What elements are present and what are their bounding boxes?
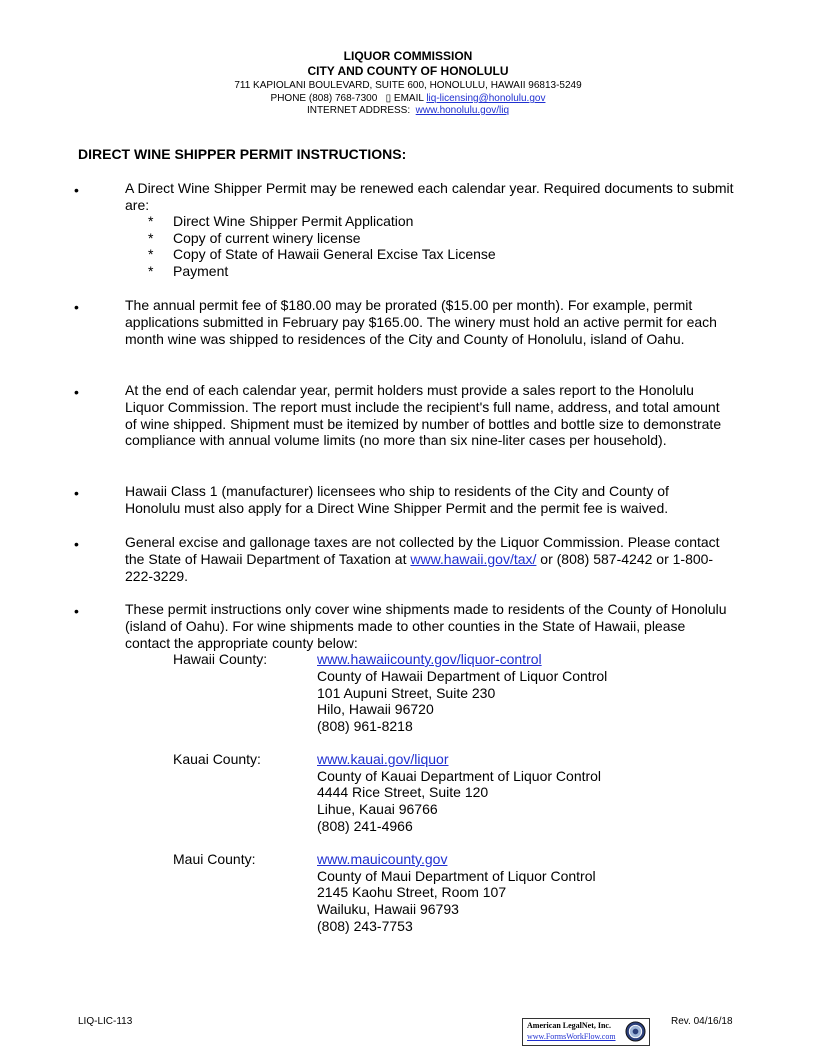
mail-icon: ▯ [385, 93, 392, 104]
website-link[interactable]: www.honolulu.gov/liq [415, 105, 510, 116]
county-city: Lihue, Kauai 96766 [317, 801, 438, 817]
bullet-class1: Hawaii Class 1 (manufacturer) licensees who ship to residents of the City and County of Honolulu must also apply for a Direct Wine Shipper Permit and the permit fee is waived. [125, 483, 669, 516]
bullet-sales-report: At the end of each calendar year, permit holders must provide a sales report to the Honolulu Liquor Commission. The report must include the recipient's full name, address, and total amount of wine shipped. Shipment must be itemized by number of bottles and bottle size to demonstrate compliance with annual volume limits (no more than six nine-liter cases per household). [125, 382, 722, 449]
county-link-hawaii[interactable]: www.hawaiicounty.gov/liquor-control [317, 651, 542, 667]
email-label: EMAIL [393, 93, 424, 104]
county-phone: (808) 243-7753 [317, 918, 413, 934]
county-link-maui[interactable]: www.mauicounty.gov [317, 851, 448, 867]
internet-label: INTERNET ADDRESS: [306, 105, 411, 116]
form-id: LIQ-LIC-113 [78, 1016, 133, 1027]
org-address: 711 KAPIOLANI BOULEVARD, SUITE 600, HONOLULU, HAWAII 96813-5249 [234, 80, 582, 91]
county-dept: County of Hawaii Department of Liquor Control [317, 668, 608, 684]
org-jurisdiction: CITY AND COUNTY OF HONOLULU [307, 64, 509, 78]
bullet-marker: • [74, 384, 79, 400]
county-name-maui: Maui County: [173, 851, 256, 867]
logo-website: www.FormsWorkFlow.com [527, 1032, 616, 1041]
county-street: 101 Aupuni Street, Suite 230 [317, 685, 496, 701]
county-phone: (808) 961-8218 [317, 718, 413, 734]
page-title: DIRECT WINE SHIPPER PERMIT INSTRUCTIONS: [78, 146, 407, 162]
req-item: Direct Wine Shipper Permit Application [173, 213, 414, 229]
taxes-text-pre: General excise and gallonage taxes are not collected by the Liquor Commission. Please contact the State of Hawaii Department of Taxation at [125, 534, 720, 567]
bullet-marker: • [74, 536, 79, 552]
bullet-renewal: A Direct Wine Shipper Permit may be renewed each calendar year. Required documents to submit are: [125, 180, 734, 213]
county-name-hawaii: Hawaii County: [173, 651, 268, 667]
logo-company: American LegalNet, Inc. [527, 1021, 611, 1030]
internet-line [0, 105, 816, 116]
county-dept: County of Maui Department of Liquor Control [317, 868, 596, 884]
globe-icon [625, 1021, 646, 1042]
req-item: Copy of current winery license [173, 230, 361, 246]
bullet-other-counties: These permit instructions only cover wine shipments made to residents of the County of Honolulu (island of Oahu). For wine shipments made to other counties in the State of Hawaii, please contact the appropriate county below: [125, 601, 727, 651]
tax-link[interactable]: www.hawaii.gov/tax/ [410, 550, 537, 567]
org-name: LIQUOR COMMISSION [343, 49, 473, 63]
bullet-marker: • [74, 299, 79, 315]
bullet-marker: • [74, 603, 79, 619]
county-link-kauai[interactable]: www.kauai.gov/liquor [317, 751, 449, 767]
county-dept: County of Kauai Department of Liquor Control [317, 768, 602, 784]
county-city: Hilo, Hawaii 96720 [317, 701, 434, 717]
revision-date: Rev. 04/16/18 [671, 1016, 733, 1027]
req-marker: * [148, 263, 154, 279]
req-marker: * [148, 230, 154, 246]
publisher-logo[interactable] [522, 1018, 650, 1046]
county-street: 2145 Kaohu Street, Room 107 [317, 884, 507, 900]
taxes-text-post: or (808) 587-4242 or 1-800-222-3229. [125, 550, 714, 584]
email-link[interactable]: liq-licensing@honolulu.gov [426, 93, 546, 104]
county-street: 4444 Rice Street, Suite 120 [317, 784, 489, 800]
req-item: Payment [173, 263, 229, 279]
bullet-marker: • [74, 182, 79, 198]
bullet-taxes [125, 534, 733, 584]
county-name-kauai: Kauai County: [173, 751, 261, 767]
contact-line [0, 93, 816, 104]
county-phone: (808) 241-4966 [317, 818, 413, 834]
bullet-marker: • [74, 485, 79, 501]
county-city: Wailuku, Hawaii 96793 [317, 901, 459, 917]
req-item: Copy of State of Hawaii General Excise Tax License [173, 246, 496, 262]
req-marker: * [148, 246, 154, 262]
bullet-fee: The annual permit fee of $180.00 may be prorated ($15.00 per month). For example, permit applications submitted in February pay $165.00. The winery must hold an active permit for each month wine was shipped to residences of the City and County of Honolulu, island of Oahu. [125, 297, 717, 347]
phone-text: PHONE (808) 768-7300 [270, 93, 378, 104]
req-marker: * [148, 213, 154, 229]
